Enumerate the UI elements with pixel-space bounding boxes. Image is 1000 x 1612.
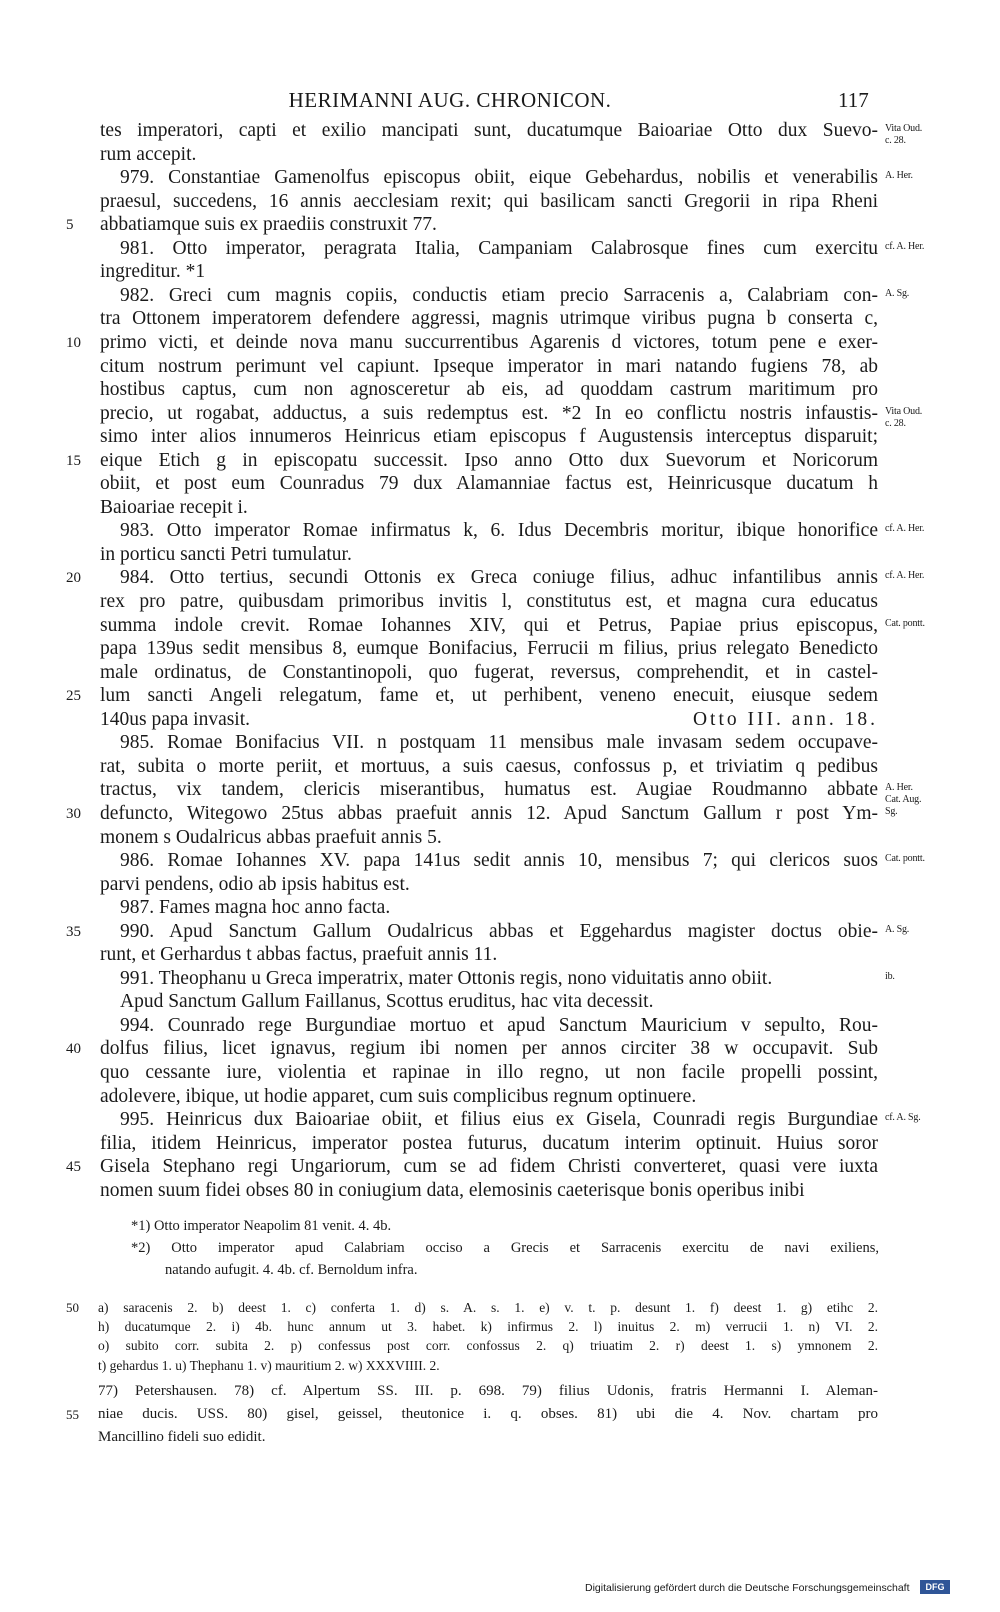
text-line: in porticu sancti Petri tumulatur. [100, 543, 352, 565]
variant-note-line: o) subito corr. subita 2. p) confessus post corr. confossus 2. q) triuatim 2. r) deest 1. s) ymnonem 2. [98, 1338, 878, 1354]
text-line: abbatiamque suis ex praediis construxit 77. [100, 214, 437, 236]
regnal-year-note: Otto III. ann. 18. [692, 708, 878, 730]
text-line: rat, subita o morte periit, et mortuus, a suis caesus, confossus p, et triviatim q pedibus [100, 755, 878, 777]
text-line: parvi pendens, odio ab ipsis habitus est. [100, 873, 410, 895]
line-number: 5 [66, 217, 74, 234]
margin-source-note: cf. A. Her. [885, 570, 925, 582]
line-number: 40 [66, 1041, 81, 1058]
margin-source-note: A. Her. Cat. Aug. [885, 782, 922, 806]
line-number: 50 [66, 1300, 79, 1315]
line-number: 20 [66, 570, 81, 587]
editorial-note-line: niae ducis. USS. 80) gisel, geissel, theutonice i. q. obses. 81) ubi die 4. Nov. chartam pro [98, 1406, 878, 1422]
line-number: 35 [66, 923, 81, 940]
author-footnote: *1) Otto imperator Neapolim 81 venit. 4. 4b. [131, 1218, 392, 1234]
margin-source-note: A. Her. [885, 170, 913, 182]
text-line: 140us papa invasit. Otto III. ann. 18. [100, 708, 878, 730]
text-line: 994. Counrado rege Burgundiae mortuo et apud Sanctum Mauricium v sepulto, Rou- [120, 1014, 878, 1036]
margin-source-note: Vita Oud. c. 28. [885, 123, 923, 146]
text-line: hostibus captus, cum non agnosceretur ab eis, ad quoddam castrum maritimum pro [100, 379, 878, 401]
text-line: male ordinatus, de Constantinopoli, quo fugerat, reversus, comprehendit, et in castel- [100, 661, 878, 683]
text-line: runt, et Gerhardus t abbas factus, praefuit annis 11. [100, 944, 498, 966]
text-line: eique Etich g in episcopatu successit. Ipso anno Otto dux Suevorum et Noricorum [100, 449, 878, 471]
text-line: lum sancti Angeli relegatum, fame et, ut perhibent, veneno enecuit, eiusque sedem [100, 685, 878, 707]
text-line: 987. Fames magna hoc anno facta. [120, 897, 391, 919]
dfg-logo: DFG [920, 1580, 950, 1594]
text-line: tes imperatori, capti et exilio mancipati sunt, ducatumque Baioariae Otto dux Suevo- [100, 120, 878, 141]
text-line: 986. Romae Iohannes XV. papa 141us sedit annis 10, mensibus 7; qui clericos suos [120, 850, 878, 872]
text-line: ingreditur. *1 [100, 261, 206, 283]
margin-source-note: cf. A. Sg. [885, 1112, 921, 1124]
variant-note-line: h) ducatumque 2. i) 4b. hunc annum ut 3. habet. k) infirmus 2. l) inuitus 2. m) verrucii 1. n) VI. 2. [98, 1319, 878, 1335]
text-line: dolfus filius, licet ignavus, regium ibi nomen per annos circiter 38 w occupavit. Sub [100, 1038, 878, 1060]
margin-source-note: cf. A. Her. [885, 240, 925, 252]
text-line: 995. Heinricus dux Baioariae obiit, et filius eius ex Gisela, Counradi regis Burgundiae [120, 1109, 878, 1131]
text-line: 981. Otto imperator, peragrata Italia, Campaniam Calabrosque fines cum exercitu [120, 237, 878, 259]
text-line: monem s Oudalricus abbas praefuit annis 5. [100, 826, 442, 848]
text-line: 990. Apud Sanctum Gallum Oudalricus abbas et Eggehardus magister doctus obie- [120, 920, 878, 942]
variant-note-line: a) saracenis 2. b) deest 1. c) conferta 1. d) s. A. s. 1. e) v. t. p. desunt 1. f) deest 1. g) etihc 2. [98, 1300, 878, 1315]
margin-source-note: Cat. pontt. [885, 617, 925, 629]
text-line: tractus, vix tandem, clericis miserantibus, humatus est. Augiae Roudmanno abbate [100, 779, 878, 801]
text-line: 983. Otto imperator Romae infirmatus k, 6. Idus Decembris moritur, ibique honorifice [120, 520, 878, 542]
text-line: tra Ottonem imperatorem defendere aggressi, magnis utrimque viribus pugna b conserta c, [100, 308, 878, 330]
text-line: Apud Sanctum Gallum Faillanus, Scottus eruditus, hac vita decessit. [120, 991, 654, 1013]
margin-source-note: Cat. pontt. [885, 853, 925, 865]
running-header-title: HERIMANNI AUG. CHRONICON. [288, 88, 612, 112]
text-line: filia, itidem Heinricus, imperator postea futurus, ducatum interim optinuit. Huius soror [100, 1132, 878, 1154]
text-line: obiit, et post eum Counradus 79 dux Alamanniae factus est, Heinricusque ducatum h [100, 473, 878, 495]
text-line: adolevere, ibique, ut hodie apparet, cum suis complicibus regnum optinuere. [100, 1085, 697, 1107]
text-line: rum accepit. [100, 143, 197, 165]
margin-source-note: Vita Oud. c. 28. [885, 405, 923, 429]
text-line: 985. Romae Bonifacius VII. n postquam 11 mensibus male invasam sedem occupave- [120, 732, 878, 754]
author-footnote: *2) Otto imperator apud Calabriam occiso a Grecis et Sarracenis exercitu de navi exiliens, [131, 1240, 879, 1256]
text-line: citum nostrum perimunt vel capiunt. Ipseque imperator in mari natando fugiens 78, ab [100, 355, 878, 377]
line-number: 15 [66, 452, 81, 469]
text-line: precio, ut rogabat, adductus, a suis redemptus est. *2 In eo conflictu nostris infaustis- [100, 402, 878, 424]
text-line: praesul, succedens, 16 annis aecclesiam rexit; qui basilicam sancti Gregorii in ripa Rheni [100, 190, 878, 212]
variant-note-line: t) gehardus 1. u) Thephanu 1. v) mauritium 2. w) XXXVIIII. 2. [98, 1357, 440, 1373]
text-line: quo cessante iure, violentia et rapinae in illo regno, ut non facile propelli possint, [100, 1062, 878, 1083]
text-line: Baioariae recepit i. [100, 496, 248, 518]
text-line: 982. Greci cum magnis copiis, conductis etiam precio Sarracenis a, Calabriam con- [120, 284, 878, 306]
text-line: 984. Otto tertius, secundi Ottonis ex Greca coniuge filius, adhuc infantilibus annis [120, 567, 878, 589]
text-line: simo inter alios innumeros Heinricus etiam episcopus f Augustensis interceptus disparuit; [100, 426, 878, 448]
text-line: Gisela Stephano regi Ungariorum, cum se ad fidem Christi converteret, quasi vere iuxta [100, 1156, 878, 1178]
author-footnote: natando aufugit. 4. 4b. cf. Bernoldum infra. [165, 1262, 418, 1278]
footer-credit: Digitalisierung gefördert durch die Deutsche Forschungsgemeinschaft [585, 1582, 910, 1594]
editorial-note-line: 77) Petershausen. 78) cf. Alpertum SS. III. p. 698. 79) filius Udonis, fratris Hermanni I. Aleman- [98, 1383, 878, 1399]
line-number: 45 [66, 1159, 81, 1176]
margin-source-note: ib. [885, 970, 895, 982]
text-line: papa 139us sedit mensibus 8, eumque Bonifacius, Ferrucii m filius, prius relegato Benedicto [100, 638, 878, 660]
margin-source-note: A. Sg. [885, 923, 910, 935]
text-line: 991. Theophanu u Greca imperatrix, mater Ottonis regis, nono viduitatis anno obiit. [120, 967, 773, 989]
text-line: summa indole crevit. Romae Iohannes XIV, qui et Petrus, Papiae prius episcopus, [100, 614, 878, 636]
margin-source-note: A. Sg. [885, 287, 910, 299]
line-number: 10 [66, 334, 81, 351]
margin-source-note: cf. A. Her. [885, 523, 925, 535]
editorial-note-line: Mancillino fideli suo edidit. [98, 1429, 266, 1445]
line-number: 25 [66, 688, 81, 705]
line-number: 30 [66, 805, 81, 822]
line-number: 55 [66, 1407, 79, 1422]
text-line: defuncto, Witegowo 25tus abbas praefuit annis 12. Apud Sanctum Gallum r post Ym- [100, 802, 878, 824]
page-number: 117 [838, 88, 869, 112]
text-line: primo victi, et deinde nova manu succurrentibus Agarenis d victores, totum pene e exer- [100, 331, 878, 353]
text-line: nomen suum fidei obses 80 in coniugium data, elemosinis caeterisque bonis operibus inibi [100, 1179, 805, 1201]
text-line: 979. Constantiae Gamenolfus episcopus obiit, eique Gebehardus, nobilis et venerabilis [120, 167, 878, 189]
margin-source-note: Sg. [885, 805, 898, 817]
text-line: rex pro patre, quibusdam primoribus invitis l, constitutus est, et magna cura educatus [100, 591, 878, 612]
